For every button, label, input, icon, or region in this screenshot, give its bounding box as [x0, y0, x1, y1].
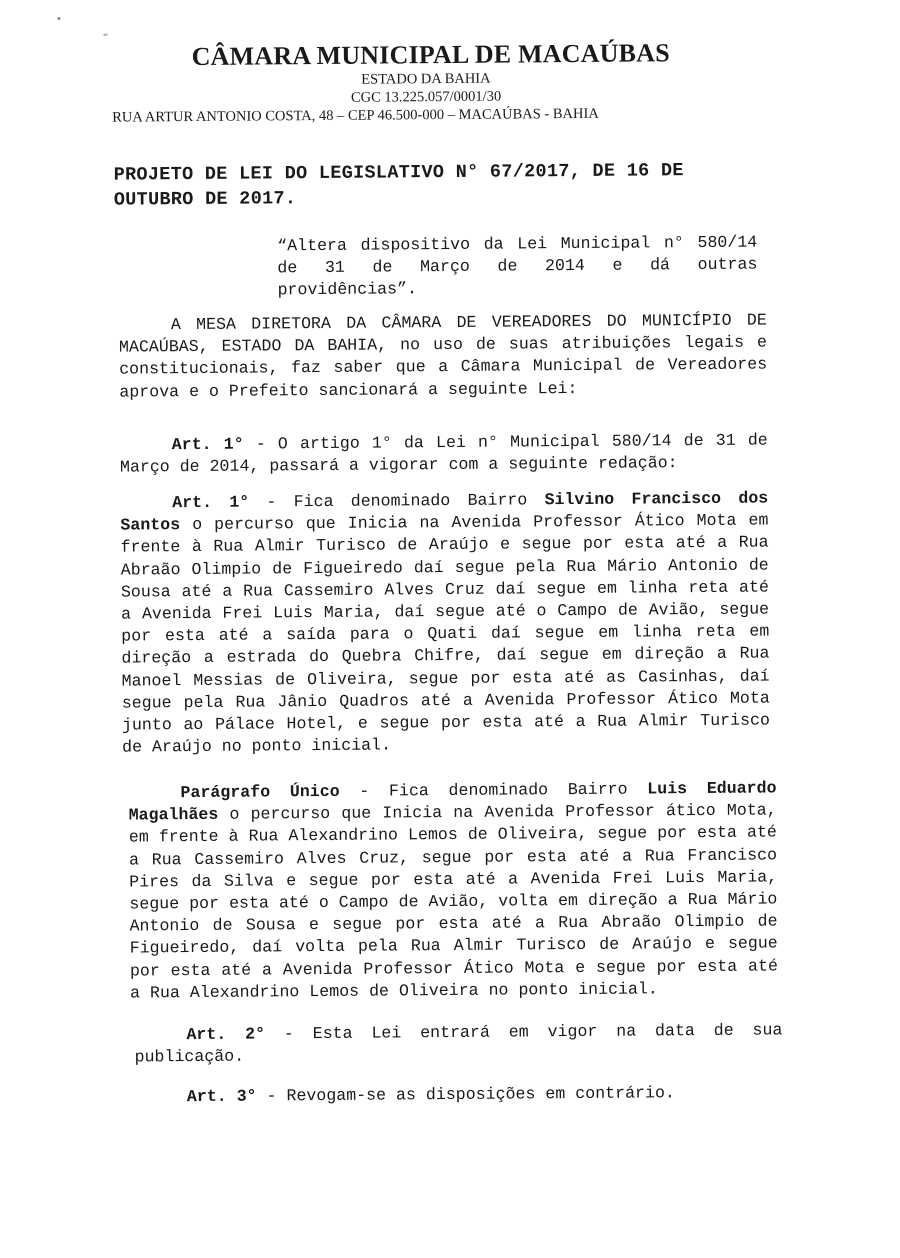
letterhead-state: ESTADO DA BAHIA [361, 70, 491, 88]
article-3-text: - Revogam-se as disposições em contrário. [256, 1083, 675, 1106]
article-1-new-wording [120, 487, 770, 759]
paragrafo-unico-label: Parágrafo Único [180, 781, 340, 803]
bairro-name-luis-eduardo: Luis Eduardo Magalhães [128, 778, 777, 825]
article-2 [134, 1019, 782, 1068]
preamble: A MESA DIRETORA DA CÂMARA DE VEREADORES DO MUNICÍPIO DE MACAÚBAS, ESTADO DA BAHIA, no uso de suas atribuições legais e constitucionais, faz saber que a Câmara Municipal de Vereadores aprova e o Prefeito sancionará a seguinte Lei: [118, 310, 768, 402]
article-3 [135, 1081, 783, 1108]
scan-speck [57, 17, 60, 20]
paragrafo-unico-text-before: - Fica denominado Bairro [339, 779, 648, 801]
letterhead-cgc: CGC 13.225.057/0001/30 [350, 88, 502, 106]
letterhead [96, 38, 757, 127]
article-1-label: Art. 1° [171, 434, 244, 455]
article-1-new-label: Art. 1° [172, 492, 250, 513]
article-1-new-text-before: - Fica denominado Bairro [249, 490, 545, 512]
article-3-label: Art. 3° [186, 1086, 257, 1107]
article-2-text: - Esta Lei entrará em vigor na data de sua publicação. [134, 1020, 783, 1067]
article-1 [120, 429, 768, 478]
article-2-label: Art. 2° [186, 1024, 266, 1045]
document-title: PROJETO DE LEI DO LEGISLATIVO N° 67/2017, DE 16 DE OUTUBRO DE 2017. [113, 160, 684, 211]
letterhead-address: RUA ARTUR ANTONIO COSTA, 48 – CEP 46.500-000 – MACAÚBAS - BAHIA [112, 105, 599, 126]
paragrafo-unico [128, 777, 778, 1004]
letterhead-title: CÂMARA MUNICIPAL DE MACAÚBAS [191, 38, 670, 72]
article-1-new-text-after: o percurso que Inicia na Avenida Professor Ático Mota em frente à Rua Almir Turisco de Araújo e segue por esta até a Rua Abraão Olimpio de Figueiredo daí segue pela Rua Mário Antonio de Sousa até a Rua Cassemiro Alves Cruz daí segue em linha reta até a Avenida Frei Luis Maria, daí segue até o Campo de Avião, segue por esta até a saída para o Quati daí segue em linha reta em direção a estrada do Quebra Chifre, daí segue em direção a Rua Manoel Messias de Oliveira, segue por esta até as Casinhas, daí segue pela Rua Jânio Quadros até a Avenida Professor Ático Mota junto ao Pálace Hotel, e segue por esta até a Rua Almir Turisco de Araújo no ponto inicial. [120, 510, 771, 757]
scan-speck [104, 34, 108, 36]
ementa: “Altera dispositivo da Lei Municipal n° 580/14 de 31 de Março de 2014 e dá outras providências”. [277, 232, 758, 300]
article-1-text: - O artigo 1° da Lei n° Municipal 580/14 de 31 de Março de 2014, passará a vigorar com a seguinte redação: [119, 430, 768, 477]
bairro-name-silvino: Silvino Francisco dos Santos [120, 488, 769, 535]
paragrafo-unico-text-after: o percurso que Inicia na Avenida Professor ático Mota, em frente à Rua Alexandrino Lemos de Oliveira, segue por esta até a Rua Cassemiro Alves Cruz, segue por esta até a Rua Francisco Pires da Silva e segue por esta até a Avenida Frei Luis Maria, segue por esta até o Campo de Avião, volta em direção a Rua Mário Antonio de Sousa e segue por esta até a Rua Abraão Olimpio de Figueiredo, daí volta pela Rua Almir Turisco de Araújo e segue por esta até a Avenida Professor Ático Mota e segue por esta até a Rua Alexandrino Lemos de Oliveira no ponto inicial. [128, 800, 778, 1003]
